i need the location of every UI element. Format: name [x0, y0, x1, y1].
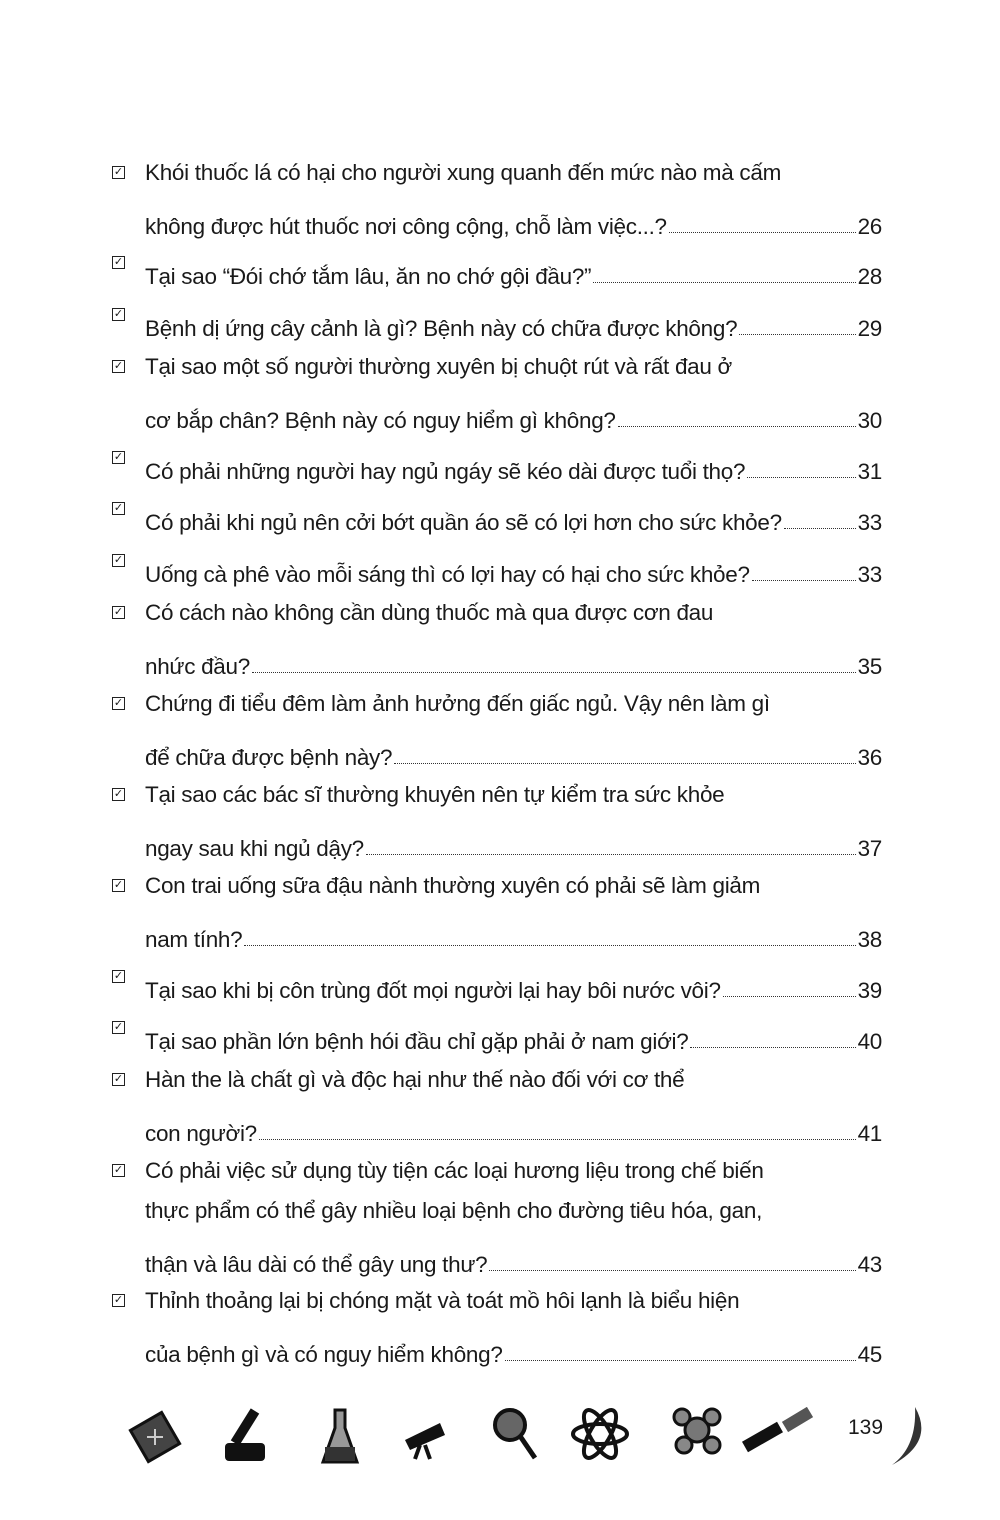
entry-text: thực phẩm có thể gây nhiều loại bệnh cho đường tiêu hóa, gan, — [145, 1198, 763, 1223]
entry-line — [145, 445, 882, 485]
entry-line — [145, 250, 882, 290]
dot-leader — [739, 333, 855, 335]
entry-text: cơ bắp chân? Bệnh này có nguy hiểm gì không? — [145, 408, 616, 433]
entry-text: Tại sao khi bị côn trùng đốt mọi người lại hay bôi nước vôi? — [145, 978, 721, 1003]
circuit-icon — [125, 1407, 185, 1467]
entry-page-number: 26 — [857, 214, 882, 239]
dot-leader — [252, 671, 856, 673]
checkbox-icon: ✓ — [113, 256, 124, 268]
toc-entry — [112, 302, 882, 342]
toc-entry — [112, 250, 882, 290]
entry-line — [145, 1107, 882, 1147]
entry-line — [145, 964, 882, 1004]
dot-leader — [723, 995, 856, 997]
checkbox-icon: ✓ — [113, 308, 124, 320]
dot-leader — [747, 476, 855, 478]
checkbox-icon: ✓ — [113, 451, 124, 463]
entry-text: Chứng đi tiểu đêm làm ảnh hưởng đến giấc ngủ. Vậy nên làm gì — [145, 691, 770, 716]
dot-leader — [752, 579, 856, 581]
toc-entry — [112, 445, 882, 485]
entry-page-number: 33 — [857, 510, 882, 535]
entry-line — [145, 302, 882, 342]
entry-text: Hàn the là chất gì và độc hại như thế nào đối với cơ thể — [145, 1067, 685, 1092]
satellite-icon — [740, 1407, 815, 1457]
toc-entry — [112, 964, 882, 1004]
checkbox-icon: ✓ — [113, 970, 124, 982]
atom-icon — [570, 1407, 630, 1462]
entry-text: con người? — [145, 1121, 257, 1146]
entry-text: để chữa được bệnh này? — [145, 745, 393, 770]
dot-leader — [366, 853, 856, 855]
dot-leader — [394, 762, 855, 764]
entry-page-number: 39 — [857, 978, 882, 1003]
toc-entry — [112, 600, 882, 680]
toc-entry — [112, 691, 882, 771]
dot-leader — [690, 1046, 855, 1048]
entry-text: Con trai uống sữa đậu nành thường xuyên có phải sẽ làm giảm — [145, 873, 761, 898]
entry-line — [145, 782, 882, 822]
entry-text: Có phải những người hay ngủ ngáy sẽ kéo dài được tuổi thọ? — [145, 459, 746, 484]
checkbox-icon: ✓ — [113, 697, 124, 709]
dot-leader — [244, 944, 855, 946]
dot-leader — [505, 1359, 856, 1361]
checkbox-icon: ✓ — [113, 502, 124, 514]
magnifier-icon — [490, 1400, 540, 1462]
entry-line — [145, 496, 882, 536]
dot-leader — [669, 231, 856, 233]
entry-page-number: 31 — [857, 459, 882, 484]
entry-page-number: 28 — [857, 264, 882, 289]
toc-entry — [112, 1015, 882, 1055]
footer-decoration — [125, 1395, 925, 1475]
entry-page-number: 45 — [857, 1342, 882, 1367]
entry-page-number: 38 — [857, 927, 882, 952]
entry-text: Tại sao các bác sĩ thường khuyên nên tự kiểm tra sức khỏe — [145, 782, 725, 807]
dot-leader — [489, 1269, 855, 1271]
entry-page-number: 30 — [857, 408, 882, 433]
checkbox-icon: ✓ — [113, 1073, 124, 1085]
checkbox-icon: ✓ — [113, 1164, 124, 1176]
entry-line — [145, 1015, 882, 1055]
dot-leader — [593, 281, 855, 283]
entry-line — [145, 640, 882, 680]
entry-text: của bệnh gì và có nguy hiểm không? — [145, 1342, 503, 1367]
checkbox-icon: ✓ — [113, 606, 124, 618]
entry-line — [145, 200, 882, 240]
toc-entry — [112, 873, 882, 953]
entry-text: Tại sao phần lớn bệnh hói đầu chỉ gặp phải ở nam giới? — [145, 1029, 689, 1054]
entry-line — [145, 1067, 882, 1107]
entry-line — [145, 600, 882, 640]
entry-line — [145, 1328, 882, 1368]
entry-text: Khói thuốc lá có hại cho người xung quanh đến mức nào mà cấm — [145, 160, 782, 185]
entry-text: nam tính? — [145, 927, 243, 952]
entry-line — [145, 913, 882, 953]
molecule-icon — [670, 1403, 725, 1458]
checkbox-icon: ✓ — [113, 166, 124, 178]
entry-text: Tại sao một số người thường xuyên bị chuột rút và rất đau ở — [145, 354, 732, 379]
flask-icon — [320, 1405, 360, 1467]
entry-line — [145, 1158, 882, 1198]
page-number: 139 — [848, 1416, 884, 1439]
entry-page-number: 29 — [857, 316, 882, 341]
crescent-icon — [887, 1407, 927, 1469]
entry-page-number: 36 — [857, 745, 882, 770]
toc-entry — [112, 354, 882, 434]
toc-entry — [112, 1067, 882, 1147]
telescope-icon — [400, 1415, 450, 1460]
dot-leader — [618, 425, 856, 427]
checkbox-icon: ✓ — [113, 554, 124, 566]
toc-entry — [112, 782, 882, 862]
entry-line — [145, 394, 882, 434]
entry-page-number: 33 — [857, 562, 882, 587]
toc-entry — [112, 548, 882, 588]
dot-leader — [784, 527, 856, 529]
toc-entry — [112, 160, 882, 240]
entry-page-number: 35 — [857, 654, 882, 679]
entry-line — [145, 1238, 882, 1278]
entry-text: nhức đầu? — [145, 654, 250, 679]
checkbox-icon: ✓ — [113, 1021, 124, 1033]
entry-page-number: 43 — [857, 1252, 882, 1277]
entry-line — [145, 548, 882, 588]
entry-text: Có cách nào không cần dùng thuốc mà qua được cơn đau — [145, 600, 714, 625]
entry-line — [145, 873, 882, 913]
checkbox-icon: ✓ — [113, 360, 124, 372]
entry-page-number: 40 — [857, 1029, 882, 1054]
entry-text: thận và lâu dài có thể gây ung thư? — [145, 1252, 488, 1277]
entry-line — [145, 731, 882, 771]
toc-entry — [112, 1288, 882, 1368]
entry-line — [145, 1288, 882, 1328]
entry-page-number: 41 — [857, 1121, 882, 1146]
toc-entry — [112, 496, 882, 536]
checkbox-icon: ✓ — [113, 788, 124, 800]
entry-line — [145, 160, 882, 200]
entry-text: Có phải việc sử dụng tùy tiện các loại hương liệu trong chế biến — [145, 1158, 764, 1183]
entry-text: Bệnh dị ứng cây cảnh là gì? Bệnh này có chữa được không? — [145, 316, 738, 341]
entry-text: Uống cà phê vào mỗi sáng thì có lợi hay có hại cho sức khỏe? — [145, 562, 750, 587]
entry-page-number: 37 — [857, 836, 882, 861]
entry-text: không được hút thuốc nơi công cộng, chỗ làm việc...? — [145, 214, 667, 239]
microscope-icon — [220, 1403, 270, 1465]
checkbox-icon: ✓ — [113, 1294, 124, 1306]
dot-leader — [259, 1138, 856, 1140]
entry-line — [145, 822, 882, 862]
checkbox-icon: ✓ — [113, 879, 124, 891]
entry-line — [145, 1198, 882, 1238]
entry-line — [145, 691, 882, 731]
toc-entry — [112, 1158, 882, 1278]
entry-text: Tại sao “Đói chớ tắm lâu, ăn no chớ gội đầu?” — [145, 264, 592, 289]
entry-text: Có phải khi ngủ nên cởi bớt quần áo sẽ có lợi hơn cho sức khỏe? — [145, 510, 782, 535]
entry-line — [145, 354, 882, 394]
entry-text: ngay sau khi ngủ dậy? — [145, 836, 364, 861]
entry-text: Thỉnh thoảng lại bị chóng mặt và toát mồ hôi lạnh là biểu hiện — [145, 1288, 740, 1313]
